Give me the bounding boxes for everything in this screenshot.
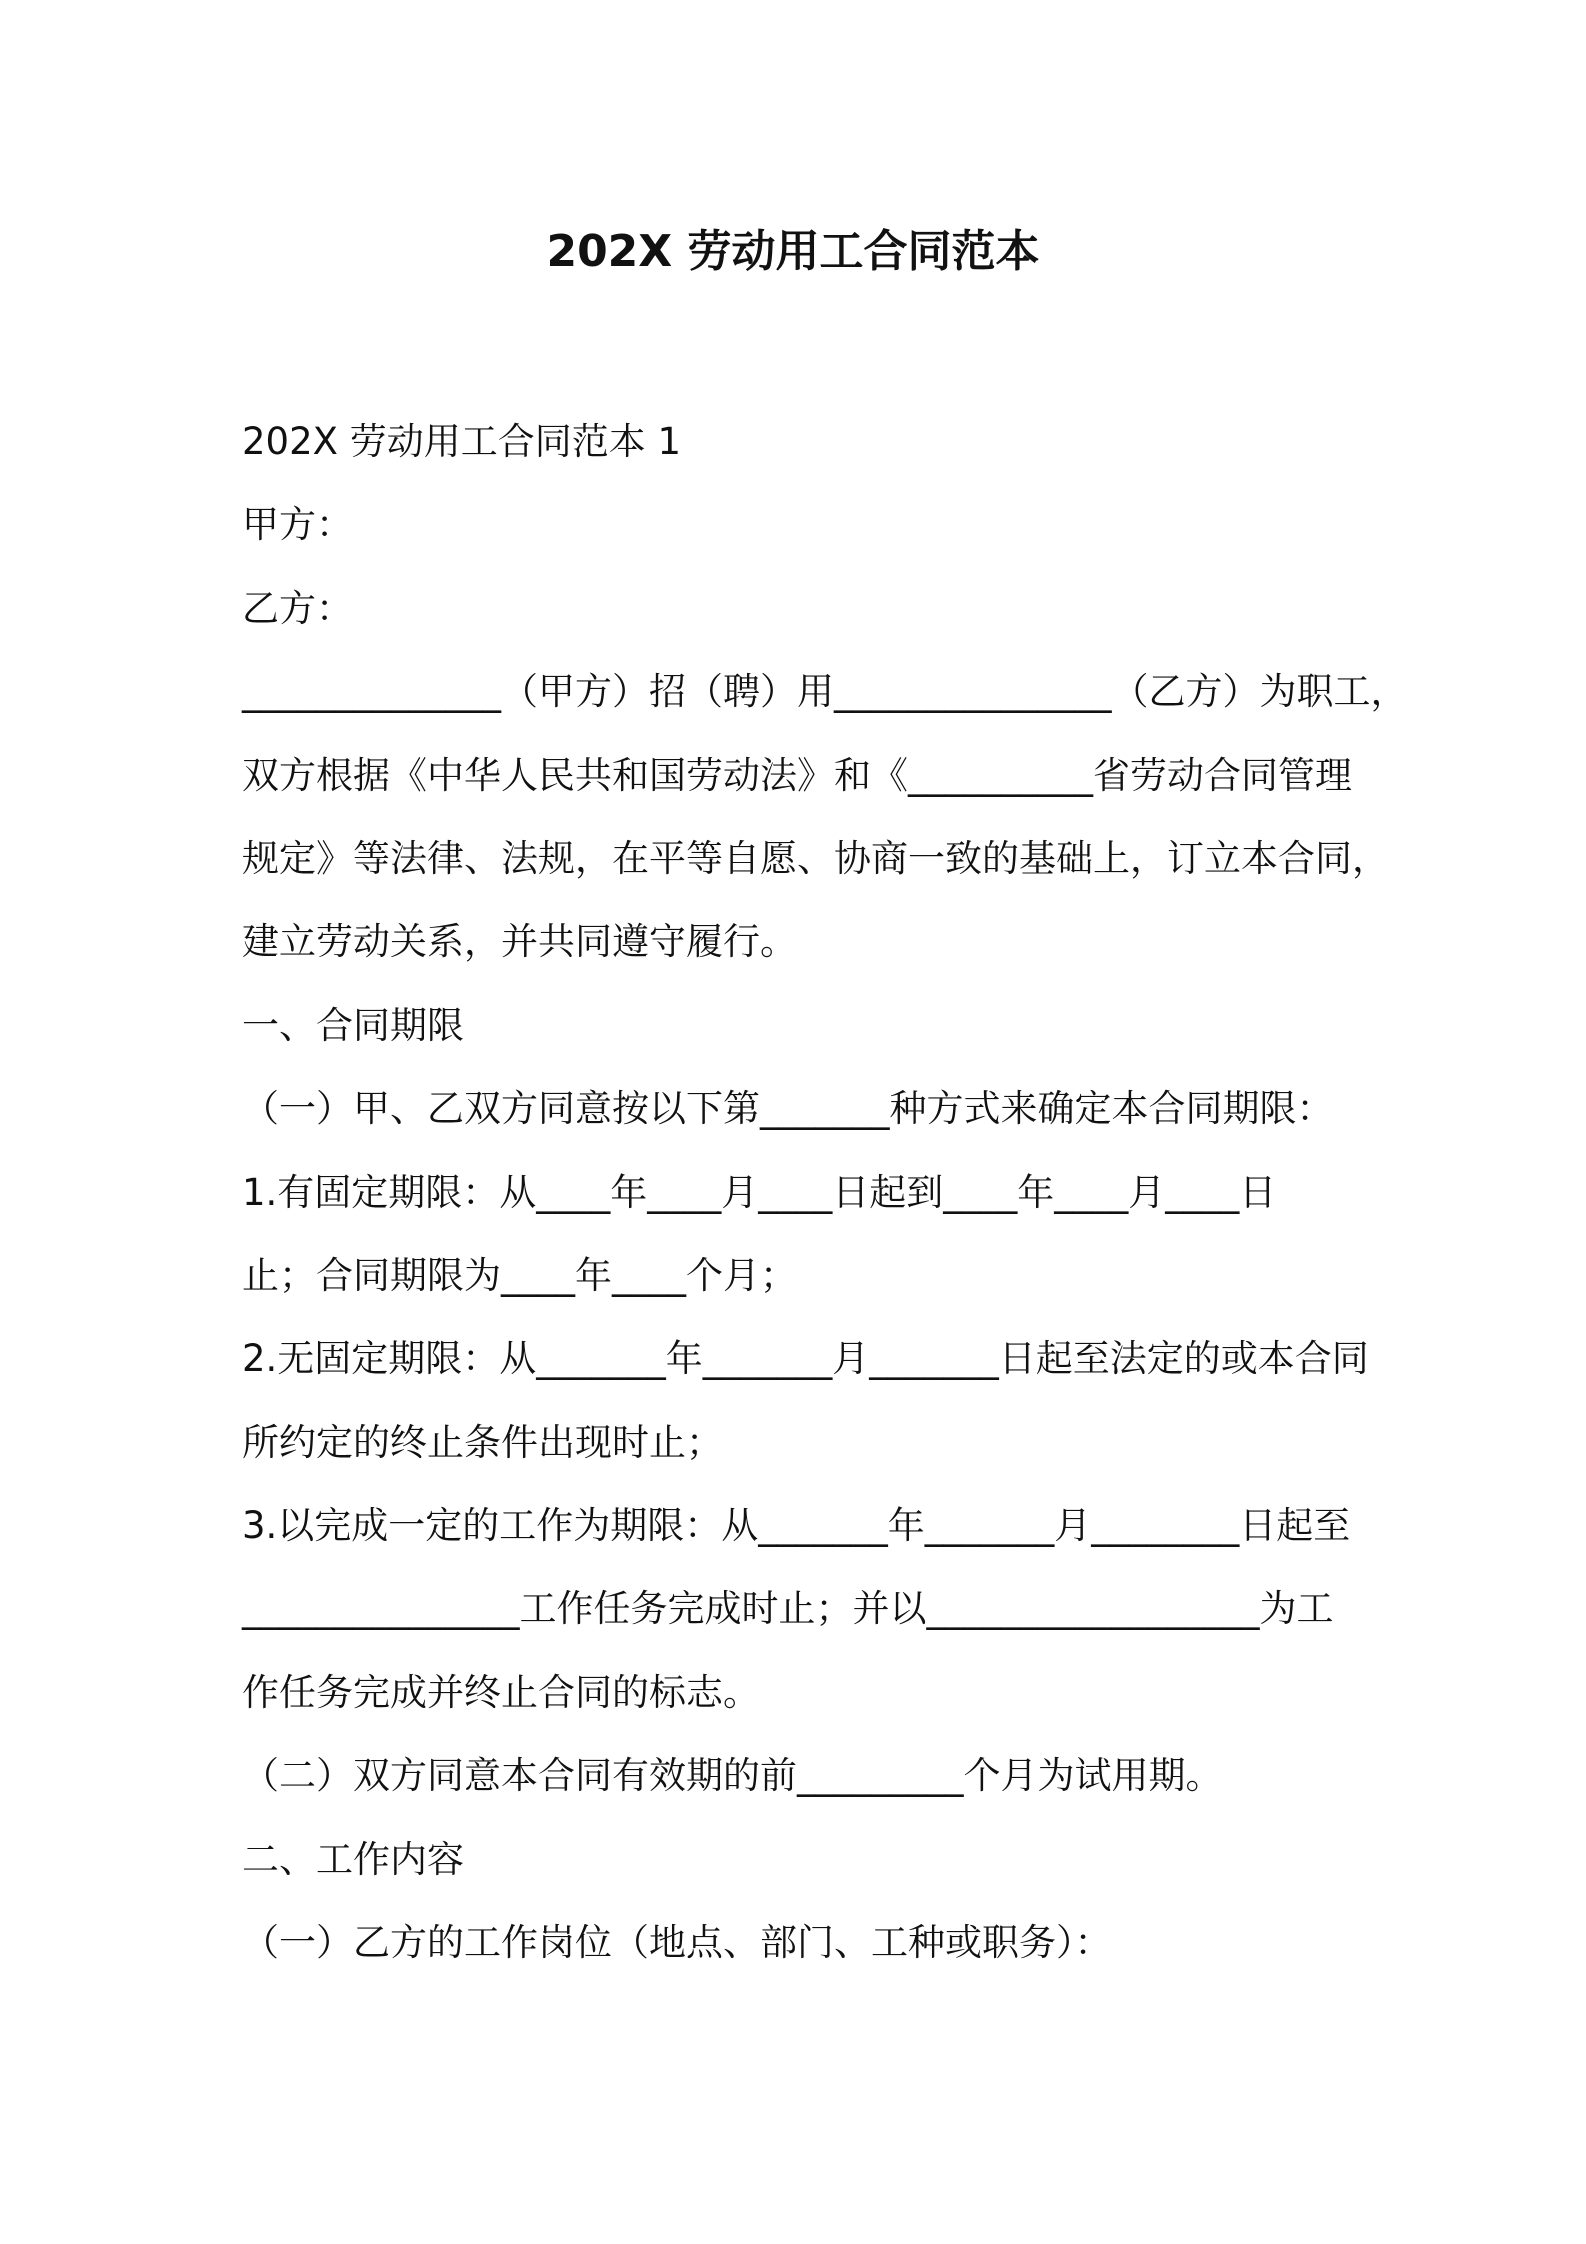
paragraph-line: （一）乙方的工作岗位（地点、部门、工种或职务）： <box>242 1921 1112 1965</box>
paragraph-line: 规定》等法律、法规，在平等自愿、协商一致的基础上，订立本合同， <box>242 836 1389 880</box>
paragraph-line: 双方根据《中华人民共和国劳动法》和《__________省劳动合同管理 <box>242 753 1352 797</box>
paragraph-line: _______________工作任务完成时止；并以__________________为工 <box>242 1587 1334 1631</box>
document-title: 202X 劳动用工合同范本 <box>546 226 1040 277</box>
paragraph-line: 3.以完成一定的工作为期限：从_______年_______月________日起至 <box>242 1504 1351 1548</box>
paragraph-line: （二）双方同意本合同有效期的前_________个月为试用期。 <box>242 1754 1223 1798</box>
paragraph-line: （一）甲、乙双方同意按以下第_______种方式来确定本合同期限： <box>242 1087 1334 1131</box>
party-a-line: 甲方： <box>242 503 353 547</box>
paragraph-line: 建立劳动关系，并共同遵守履行。 <box>242 920 797 964</box>
paragraph-line: 作任务完成并终止合同的标志。 <box>242 1670 760 1714</box>
document-body <box>242 412 1408 1996</box>
paragraph-line: 1.有固定期限：从____年____月____日起到____年____月____日 <box>242 1170 1277 1214</box>
paragraph-line: ______________（甲方）招（聘）用_______________（乙方）为职工， <box>242 670 1408 714</box>
paragraph-line: 止；合同期限为____年____个月； <box>242 1253 797 1297</box>
paragraph-line: 2.无固定期限：从_______年_______月_______日起至法定的或本合同 <box>242 1337 1369 1381</box>
section-heading: 202X 劳动用工合同范本 1 <box>242 420 682 463</box>
clause-heading: 二、工作内容 <box>242 1837 464 1881</box>
party-b-line: 乙方： <box>242 586 353 630</box>
clause-heading: 一、合同期限 <box>242 1003 464 1047</box>
paragraph-line: 所约定的终止条件出现时止； <box>242 1420 723 1464</box>
